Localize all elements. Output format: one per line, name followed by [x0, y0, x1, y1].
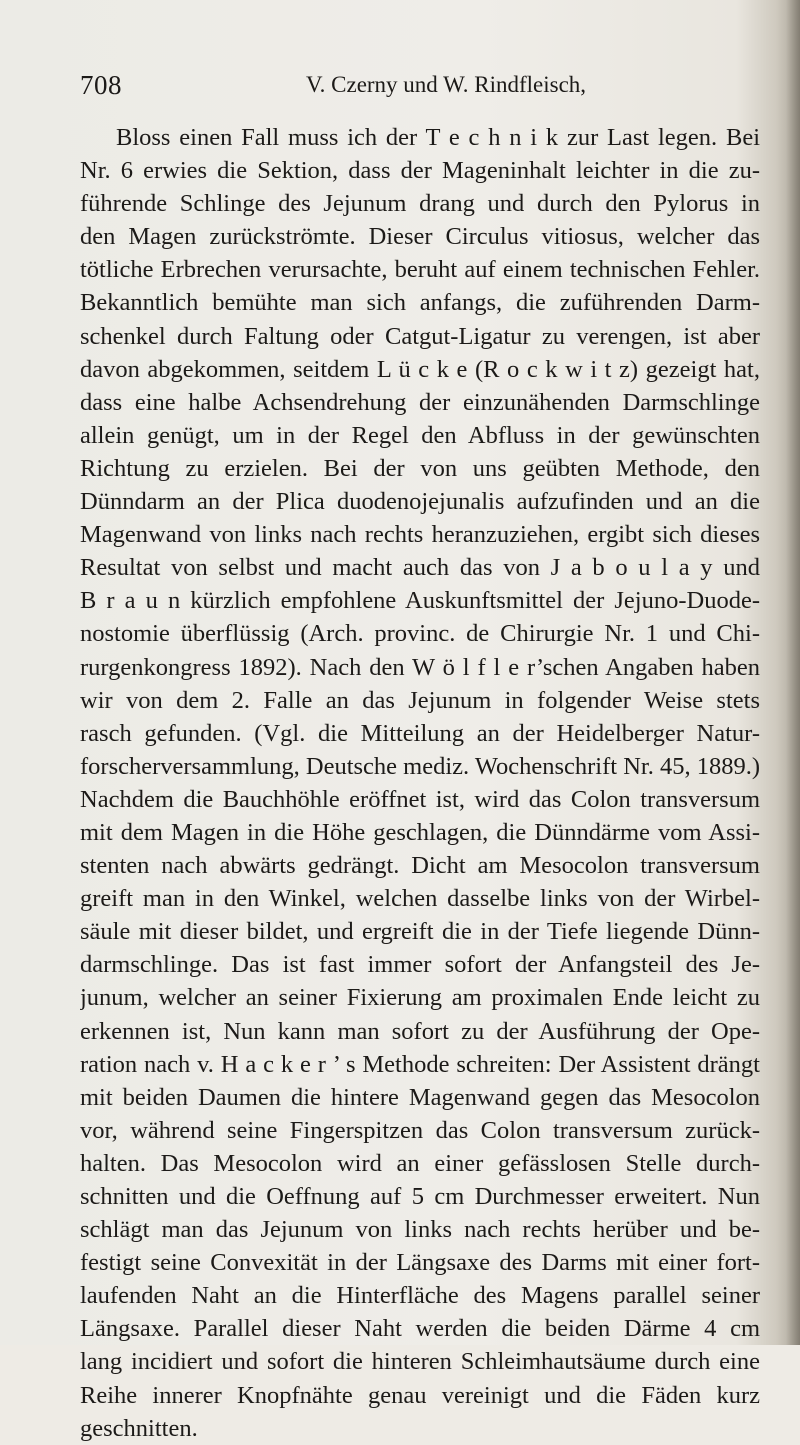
text-line: führende Schlinge des Jejunum drang und durch den Pylorus in	[80, 190, 760, 218]
text-line: forscherversammlung, Deutsche mediz. Wochenschrift Nr. 45, 1889.)	[80, 752, 760, 780]
text-line: Richtung zu erzielen. Bei der von uns geübten Methode, den	[80, 454, 760, 482]
text-line: mit beiden Daumen die hintere Magenwand gegen das Mesocolon	[80, 1083, 760, 1111]
text-line: Nr. 6 erwies die Sektion, dass der Mageninhalt leichter in die zu-	[80, 157, 760, 185]
text-line: rasch gefunden. (Vgl. die Mitteilung an der Heidelberger Natur-	[80, 719, 760, 747]
running-head: V. Czerny und W. Rindfleisch,	[306, 72, 587, 97]
text-line: geschnitten.	[80, 1414, 198, 1442]
text-line: Resultat von selbst und macht auch das von J a b o u l a y und	[80, 554, 760, 582]
text-line: Bekanntlich bemühte man sich anfangs, die zuführenden Darm-	[80, 289, 760, 317]
text-line: tötliche Erbrechen verursachte, beruht auf einem technischen Fehler.	[80, 256, 760, 284]
text-line: schenkel durch Faltung oder Catgut-Ligatur zu verengen, ist aber	[80, 322, 760, 350]
page-header	[80, 70, 760, 110]
text-line: säule mit dieser bildet, und ergreift die in der Tiefe liegende Dünn-	[80, 918, 760, 946]
text-line: festigt seine Convexität in der Längsaxe des Darms mit einer fort-	[80, 1249, 760, 1277]
text-line: Magenwand von links nach rechts heranzuziehen, ergibt sich dieses	[80, 521, 760, 549]
text-line: Reihe innerer Knopfnähte genau vereinigt und die Fäden kurz	[80, 1381, 760, 1409]
text-line: junum, welcher an seiner Fixierung am proximalen Ende leicht zu	[80, 984, 760, 1012]
text-line: den Magen zurückströmte. Dieser Circulus vitiosus, welcher das	[80, 223, 760, 251]
text-line: wir von dem 2. Falle an das Jejunum in folgender Weise stets	[80, 686, 760, 714]
text-line: schlägt man das Jejunum von links nach rechts herüber und be-	[80, 1216, 760, 1244]
text-line: B r a u n kürzlich empfohlene Auskunftsmittel der Jejuno-Duode-	[80, 587, 760, 615]
text-line: stenten nach abwärts gedrängt. Dicht am Mesocolon transversum	[80, 852, 760, 880]
text-line: Längsaxe. Parallel dieser Naht werden die beiden Därme 4 cm	[80, 1315, 760, 1343]
text-line: rurgenkongress 1892). Nach den W ö l f l e r’schen Angaben haben	[80, 653, 760, 681]
text-line: greift man in den Winkel, welchen dasselbe links von der Wirbel-	[80, 885, 760, 913]
body-paragraph	[80, 121, 760, 1445]
text-line: schnitten und die Oeffnung auf 5 cm Durchmesser erweitert. Nun	[80, 1183, 760, 1210]
text-line: dass eine halbe Achsendrehung der einzunähenden Darmschlinge	[80, 388, 760, 416]
text-line: Nachdem die Bauchhöhle eröffnet ist, wird das Colon transversum	[80, 785, 760, 813]
text-line: halten. Das Mesocolon wird an einer gefässlosen Stelle durch-	[80, 1149, 760, 1177]
text-line: lang incidiert und sofort die hinteren Schleimhautsäume durch eine	[80, 1348, 760, 1376]
text-line: laufenden Naht an die Hinterfläche des Magens parallel seiner	[80, 1282, 760, 1310]
text-line: erkennen ist, Nun kann man sofort zu der Ausführung der Ope-	[80, 1017, 760, 1045]
text-line: Bloss einen Fall muss ich der T e c h n i k zur Last legen. Bei	[116, 124, 760, 151]
text-line: vor, während seine Fingerspitzen das Colon transversum zurück-	[80, 1116, 760, 1144]
text-line: nostomie überflüssig (Arch. provinc. de Chirurgie Nr. 1 und Chi-	[80, 620, 760, 648]
page-edge-shadow	[786, 0, 800, 1345]
text-line: ration nach v. H a c k e r ’ s Methode schreiten: Der Assistent drängt	[80, 1050, 760, 1078]
page-number: 708	[80, 70, 122, 100]
text-line: Dünndarm an der Plica duodenojejunalis aufzufinden und an die	[80, 488, 760, 516]
text-line: davon abgekommen, seitdem L ü c k e (R o c k w i t z) gezeigt hat,	[80, 355, 760, 383]
text-line: darmschlinge. Das ist fast immer sofort der Anfangsteil des Je-	[80, 951, 760, 979]
text-line: mit dem Magen in die Höhe geschlagen, die Dünndärme vom Assi-	[80, 818, 760, 846]
text-line: allein genügt, um in der Regel den Abfluss in der gewünschten	[80, 421, 760, 449]
